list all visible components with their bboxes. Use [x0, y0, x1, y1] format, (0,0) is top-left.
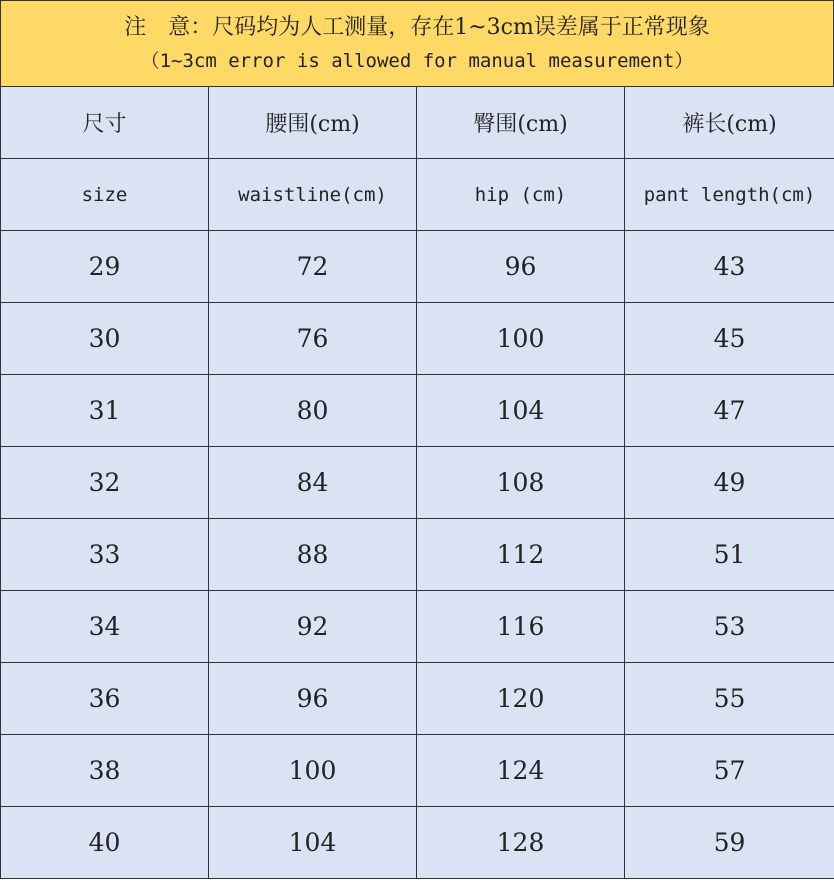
hip-cell: 116: [417, 591, 625, 663]
hip-cell: 104: [417, 375, 625, 447]
length-cell: 47: [625, 375, 834, 447]
header-size-en: size: [1, 159, 209, 231]
waist-cell: 76: [209, 303, 417, 375]
measurement-notice: [0, 0, 834, 87]
header-waist-en: waistline(cm): [209, 159, 417, 231]
size-cell: 32: [1, 447, 209, 519]
table-row: [1, 807, 834, 879]
length-cell: 45: [625, 303, 834, 375]
table-row: [1, 519, 834, 591]
length-cell: 53: [625, 591, 834, 663]
header-size-cn: 尺寸: [1, 87, 209, 159]
table-row: [1, 231, 834, 303]
hip-cell: 128: [417, 807, 625, 879]
waist-cell: 88: [209, 519, 417, 591]
length-cell: 57: [625, 735, 834, 807]
hip-cell: 96: [417, 231, 625, 303]
hip-cell: 112: [417, 519, 625, 591]
size-cell: 29: [1, 231, 209, 303]
size-table: [0, 86, 834, 879]
table-row: [1, 735, 834, 807]
header-row-chinese: [1, 87, 834, 159]
header-hip-cn: 臀围(cm): [417, 87, 625, 159]
header-length-cn: 裤长(cm): [625, 87, 834, 159]
hip-cell: 108: [417, 447, 625, 519]
length-cell: 55: [625, 663, 834, 735]
waist-cell: 96: [209, 663, 417, 735]
waist-cell: 92: [209, 591, 417, 663]
size-cell: 36: [1, 663, 209, 735]
size-cell: 33: [1, 519, 209, 591]
length-cell: 59: [625, 807, 834, 879]
length-cell: 51: [625, 519, 834, 591]
table-row: [1, 375, 834, 447]
header-waist-cn: 腰围(cm): [209, 87, 417, 159]
waist-cell: 100: [209, 735, 417, 807]
table-row: [1, 591, 834, 663]
notice-chinese-text: 注 意：尺码均为人工测量，存在1~3cm误差属于正常现象: [124, 15, 710, 40]
waist-cell: 84: [209, 447, 417, 519]
length-cell: 43: [625, 231, 834, 303]
hip-cell: 100: [417, 303, 625, 375]
waist-cell: 104: [209, 807, 417, 879]
waist-cell: 72: [209, 231, 417, 303]
size-cell: 31: [1, 375, 209, 447]
header-row-english: [1, 159, 834, 231]
size-cell: 30: [1, 303, 209, 375]
hip-cell: 124: [417, 735, 625, 807]
waist-cell: 80: [209, 375, 417, 447]
table-row: [1, 303, 834, 375]
size-cell: 40: [1, 807, 209, 879]
header-length-en: pant length(cm): [625, 159, 834, 231]
table-row: [1, 447, 834, 519]
notice-english-text: （1~3cm error is allowed for manual measurement）: [140, 50, 694, 72]
header-hip-en: hip (cm): [417, 159, 625, 231]
hip-cell: 120: [417, 663, 625, 735]
table-row: [1, 663, 834, 735]
size-cell: 34: [1, 591, 209, 663]
size-cell: 38: [1, 735, 209, 807]
length-cell: 49: [625, 447, 834, 519]
